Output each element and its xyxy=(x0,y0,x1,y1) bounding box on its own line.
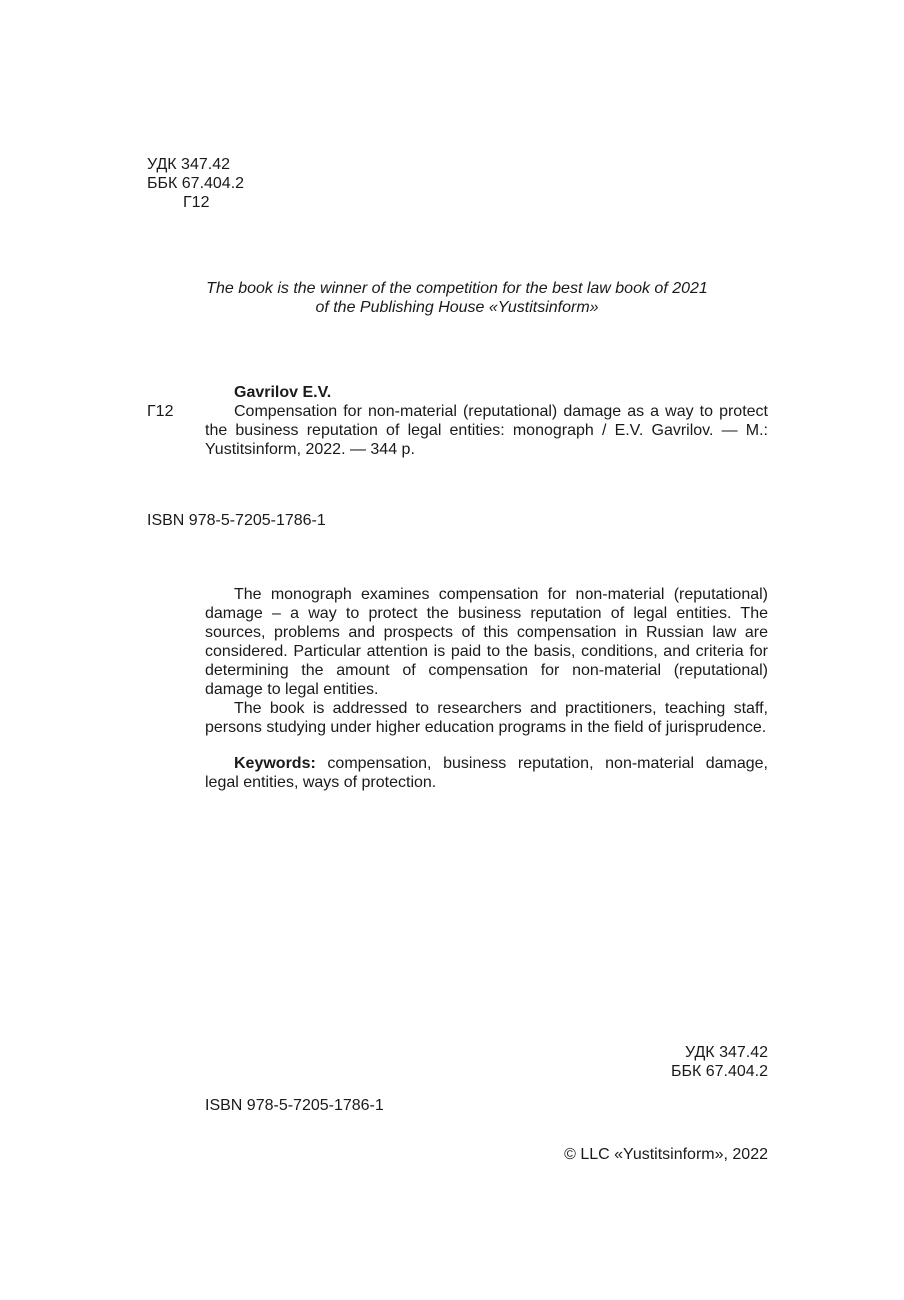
annotation-paragraph-2: The book is addressed to researchers and practitioners, teaching staff, persons studying under higher education programs in the field of jurisprudence. xyxy=(205,700,768,736)
bibliographic-record xyxy=(205,383,768,459)
isbn-bottom: ISBN 978-5-7205-1786-1 xyxy=(205,1097,384,1114)
bibliographic-description: Compensation for non-material (reputational) damage as a way to protect the business reputation of legal entities: monograph / E.V. Gavrilov. — M.: Yustitsinform, 2022. — 344 p. xyxy=(205,403,768,458)
bbk-code-bottom: ББК 67.404.2 xyxy=(670,1063,768,1080)
keywords-list: compensation, business reputation, non-material damage, legal entities, ways of protection. xyxy=(205,755,768,791)
annotation xyxy=(205,585,768,792)
udk-code: УДК 347.42 xyxy=(147,156,230,173)
keywords-label: Keywords: xyxy=(234,755,316,772)
bbk-code: ББК 67.404.2 xyxy=(147,175,245,192)
udk-code-bottom: УДК 347.42 xyxy=(685,1044,768,1061)
classification-codes-top xyxy=(147,155,244,212)
bibliographic-mark: Г12 xyxy=(147,403,174,420)
copyright-notice: © LLC «Yustitsinform», 2022 xyxy=(564,1146,768,1163)
classification-codes-bottom xyxy=(671,1043,768,1081)
keywords-paragraph xyxy=(205,754,768,792)
author-mark: Г12 xyxy=(183,194,210,211)
award-line-1: The book is the winner of the competition for the best law book of 2021 xyxy=(206,280,708,297)
annotation-paragraph-1: The monograph examines compensation for non-material (reputational) damage – a way to protect the business reputation of legal entities. The sources, problems and prospects of this compensation in Russian law are considered. Particular attention is paid to the basis, conditions, and criteria for determining the amount of compensation for non-material (reputational) damage to legal entities. xyxy=(205,586,768,698)
isbn-top: ISBN 978-5-7205-1786-1 xyxy=(147,512,326,529)
award-line-2: of the Publishing House «Yustitsinform» xyxy=(315,299,599,316)
award-note xyxy=(160,279,754,317)
author-name: Gavrilov E.V. xyxy=(234,384,332,401)
